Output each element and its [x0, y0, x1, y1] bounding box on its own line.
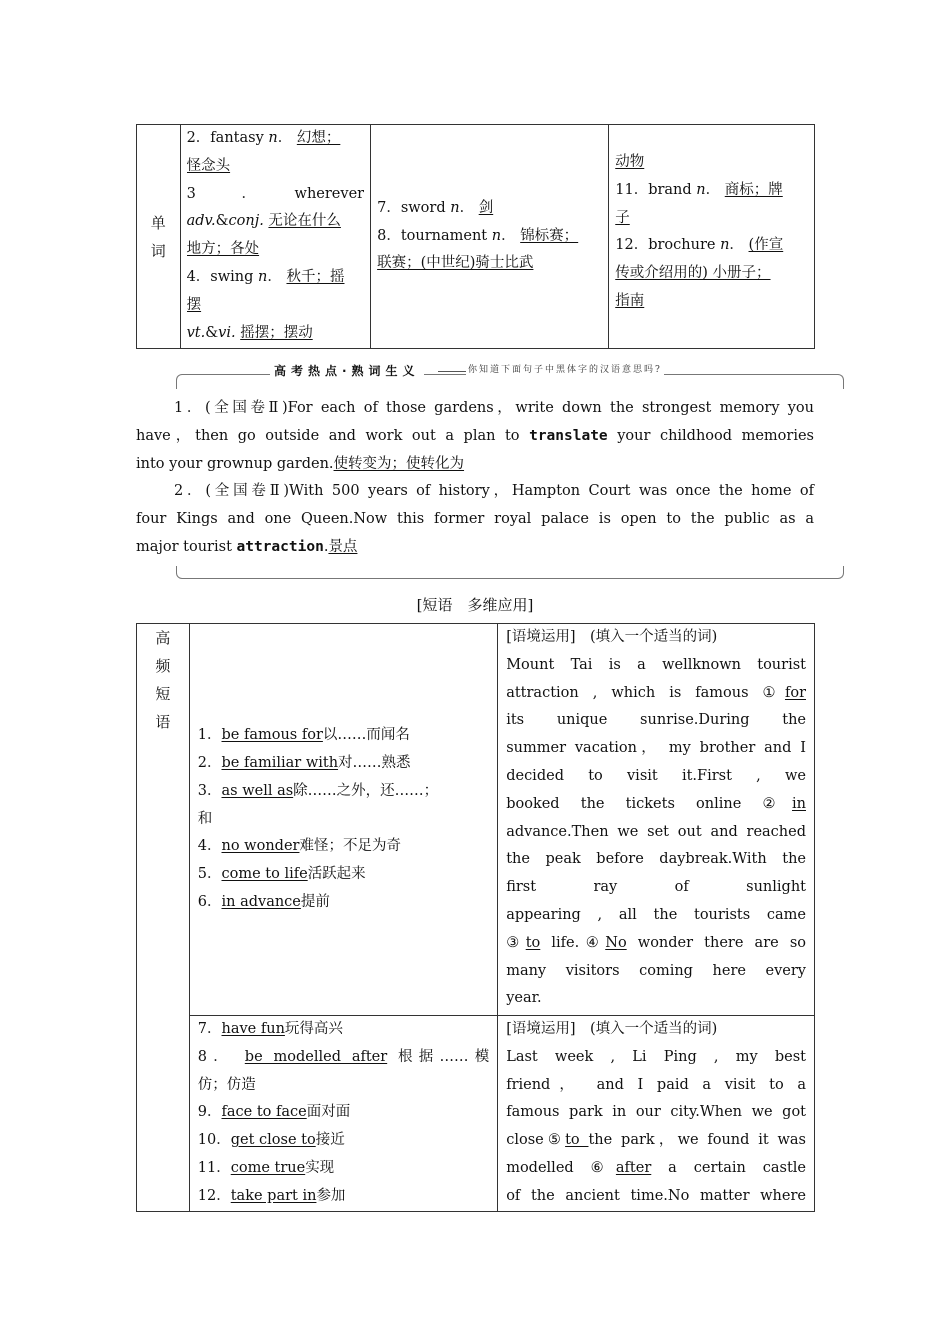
answer-text: take part in	[230, 1187, 317, 1204]
text-run: the park，we found it was	[588, 1132, 806, 1149]
text-line	[198, 1183, 489, 1211]
text-run: 接近	[315, 1132, 345, 1149]
answer-text: 锦标赛；	[520, 227, 579, 244]
text-run: booked the tickets online ②	[506, 795, 793, 812]
text-run: 11．brand	[615, 181, 697, 198]
answer-text: face to face	[221, 1104, 307, 1121]
answer-text: as well as	[221, 782, 294, 799]
text-line	[187, 153, 365, 181]
text-run: 9．	[197, 1104, 222, 1121]
text-run: 6．	[197, 893, 222, 910]
text-line	[377, 250, 602, 278]
text-line	[506, 707, 806, 735]
answer-text: to	[565, 1132, 589, 1149]
text-line	[615, 205, 808, 233]
vocab-category-char: 单	[150, 213, 166, 232]
text-run: 7．	[197, 1021, 222, 1037]
answer-text: have fun	[221, 1021, 285, 1037]
text-line	[198, 889, 489, 917]
text-line	[198, 1072, 489, 1100]
answer-text: be familiar with	[221, 755, 339, 771]
text-run: 10．	[197, 1132, 231, 1149]
answer-text: 幻想；	[296, 130, 341, 146]
text-run: 对……熟悉	[338, 755, 411, 771]
text-run: 5．	[197, 866, 222, 883]
text-run: 7．sword	[377, 199, 451, 216]
text-run: its unique sunrise.During the	[506, 712, 806, 729]
text-run: life.④	[540, 934, 606, 951]
text-line	[136, 506, 814, 534]
text-run: n	[450, 199, 460, 216]
text-line	[187, 236, 365, 264]
vocab-col-1	[180, 125, 371, 349]
text-run: n	[268, 130, 278, 146]
text-run: 面对面	[306, 1104, 351, 1121]
text-run: famous park in our city.When we got	[506, 1104, 806, 1121]
text-line	[506, 652, 806, 680]
text-line	[506, 680, 806, 708]
answer-text: for	[784, 684, 806, 701]
text-run: n	[258, 268, 268, 285]
text-run: vi.	[218, 324, 236, 341]
text-run: 8．	[197, 1048, 245, 1065]
text-run: 1．(全国卷Ⅱ)For each of those gardens，write down the strongest memory you	[174, 400, 814, 416]
text-run: conj.	[228, 213, 264, 230]
text-line	[136, 451, 814, 479]
context-1	[498, 624, 815, 1016]
text-run: wonder there are so	[626, 934, 806, 951]
text-line	[506, 985, 806, 1013]
vocab-table	[136, 124, 815, 349]
context-2	[498, 1016, 815, 1212]
text-run: 12．brochure	[615, 237, 721, 254]
text-line	[187, 264, 365, 292]
vocab-col-3	[609, 125, 815, 349]
hot-topic-subtitle: 你知道下面句子中黑体字的汉语意思吗?	[466, 362, 664, 375]
answer-text: after	[615, 1159, 652, 1176]
phrase-category-char: 短	[155, 685, 171, 703]
text-run: vt.	[186, 324, 206, 341]
text-line	[615, 260, 808, 288]
text-run: 根据……模	[387, 1048, 490, 1065]
text-run: first ray of sunlight	[506, 879, 806, 896]
text-run: n	[491, 227, 502, 244]
text-run: four Kings and one Queen.Now this former royal palace is open to the public as a	[136, 511, 814, 528]
answer-text: 传或介绍用的) 小册子；	[615, 265, 771, 282]
text-line	[506, 1072, 806, 1100]
text-run: 2．(全国卷Ⅱ)With 500 years of history，Hampton Court was once the home of	[174, 483, 814, 500]
text-run: many visitors coming here every	[506, 962, 806, 979]
text-run: 仿；仿造	[197, 1076, 256, 1093]
section-title: [短语 多维应用]	[416, 596, 534, 614]
text-run: 以……而闻名	[322, 727, 410, 744]
text-run: decided to visit it.First , we	[506, 767, 806, 784]
answer-text: no wonder	[221, 838, 300, 855]
text-line	[506, 791, 806, 819]
text-run: 4．	[197, 838, 222, 855]
text-line	[198, 1099, 489, 1127]
answer-text: get close to	[230, 1132, 316, 1149]
text-line	[198, 1155, 489, 1183]
bold-keyword: translate	[529, 427, 608, 444]
answer-text: 子	[615, 209, 630, 226]
text-line	[187, 125, 365, 153]
phrase-group-2	[189, 1016, 497, 1212]
text-run: 2．	[197, 755, 222, 771]
text-run: 和	[197, 810, 213, 827]
text-line	[136, 423, 814, 451]
answer-text: 联赛；(中世纪)骑士比武	[377, 255, 534, 272]
text-run: 提前	[300, 893, 330, 910]
text-line	[198, 778, 489, 806]
text-line	[377, 195, 602, 223]
text-line	[187, 181, 365, 209]
text-line	[506, 846, 806, 874]
text-run: ③	[506, 934, 526, 951]
text-line	[198, 833, 489, 861]
text-run: 活跃起来	[307, 866, 366, 883]
text-line	[615, 177, 808, 205]
text-line	[187, 320, 365, 348]
answer-text: in advance	[221, 893, 301, 910]
text-run: n	[720, 237, 730, 254]
vocab-col-2	[371, 125, 609, 349]
text-run: ．	[267, 268, 287, 285]
phrase-table	[136, 623, 815, 1212]
text-line	[506, 930, 806, 958]
text-run: adv.	[186, 213, 216, 230]
hot-item-list	[136, 395, 814, 562]
banner-close-frame	[176, 566, 844, 579]
answer-text: 摇摆；摆动	[240, 324, 313, 341]
text-run: [语境运用] (填入一个适当的词)	[506, 629, 718, 645]
text-line	[506, 1127, 806, 1155]
text-run: 3 ． wherever	[186, 185, 365, 202]
text-run: Mount Tai is a wellknown tourist	[506, 656, 806, 673]
text-line	[506, 1099, 806, 1127]
text-line	[615, 149, 808, 177]
text-run: ．	[277, 130, 297, 146]
text-run: &	[215, 213, 229, 230]
text-run: 4．swing	[186, 268, 259, 285]
answer-text: 动物	[615, 154, 645, 170]
text-run: your childhood memories	[607, 427, 814, 444]
text-run: 参加	[316, 1187, 346, 1204]
answer-text: 商标；牌	[724, 181, 783, 198]
text-run: 实现	[305, 1159, 335, 1176]
text-run: a certain castle	[651, 1159, 806, 1176]
vocab-category-char: 词	[150, 241, 166, 260]
hot-item	[136, 395, 814, 478]
text-run: Last week , Li Ping , my best	[506, 1048, 806, 1065]
text-run: [语境运用] (填入一个适当的词)	[506, 1021, 718, 1037]
text-line	[615, 288, 808, 316]
answer-text: to	[525, 934, 541, 951]
hot-item	[136, 478, 814, 561]
text-line	[198, 1044, 489, 1072]
hot-topic-title: 高考热点·熟词生义	[270, 362, 424, 379]
text-run: the peak before daybreak.With the	[506, 851, 806, 868]
text-line	[506, 958, 806, 986]
text-line	[198, 1127, 489, 1155]
answer-text: come true	[230, 1159, 306, 1176]
text-run: into your grownup garden.	[136, 455, 334, 472]
phrase-category	[137, 624, 190, 1212]
text-run: 12．	[197, 1187, 231, 1204]
text-line	[506, 1155, 806, 1183]
answer-text: 怪念头	[186, 157, 231, 174]
text-run: n	[696, 181, 706, 198]
vocab-category	[137, 125, 181, 349]
answer-text: 指南	[615, 292, 645, 309]
text-run: attraction , which is famous ①	[506, 684, 785, 701]
answer-text: (作宣	[748, 237, 784, 254]
phrase-group-1	[189, 624, 497, 1016]
text-line	[136, 478, 814, 506]
text-run: year.	[506, 990, 542, 1007]
text-line	[506, 874, 806, 902]
text-run: of the ancient time.No matter where	[506, 1187, 806, 1204]
text-run: have，then go outside and work out a plan to	[136, 427, 530, 444]
text-line	[198, 750, 489, 778]
text-line	[506, 1183, 806, 1211]
text-run: &	[205, 324, 219, 341]
text-line	[198, 861, 489, 889]
text-run: summer vacation， my brother and I	[506, 740, 806, 757]
hot-topic-banner	[176, 350, 844, 392]
text-line	[198, 1016, 489, 1044]
answer-text: 地方；各处	[186, 241, 260, 258]
text-run: ．	[459, 199, 479, 216]
answer-text: be modelled after	[244, 1048, 388, 1065]
text-run: .	[323, 538, 329, 555]
text-line	[377, 223, 602, 251]
banner-rule	[438, 371, 466, 372]
answer-text: 剑	[478, 199, 494, 216]
text-run: 难怪；不足为奇	[299, 838, 401, 855]
text-line	[506, 763, 806, 791]
text-run: 11．	[197, 1159, 231, 1176]
text-line	[198, 722, 489, 750]
answer-text: No	[605, 934, 627, 951]
text-run: ．	[729, 237, 749, 254]
text-line	[506, 819, 806, 847]
text-line	[506, 624, 806, 652]
text-run: 玩得高兴	[284, 1021, 343, 1037]
text-run: 3．	[197, 782, 222, 799]
text-line	[187, 292, 365, 320]
text-line	[506, 1016, 806, 1044]
text-run: close⑤	[506, 1132, 566, 1149]
phrase-category-char: 语	[155, 713, 171, 731]
text-run: 1．	[197, 727, 222, 744]
phrase-category-char: 频	[155, 657, 171, 675]
text-run: appearing , all the tourists came	[506, 906, 806, 923]
answer-text: 秋千；摇	[286, 268, 345, 285]
text-run: 除……之外，还……；	[293, 782, 439, 799]
text-run: modelled ⑥	[506, 1159, 616, 1176]
bold-keyword: attraction	[236, 538, 324, 555]
text-run: friend， and I paid a visit to a	[506, 1076, 806, 1093]
text-run: 2．fantasy	[186, 130, 269, 146]
text-line	[506, 735, 806, 763]
answer-text: 无论在什么	[268, 213, 341, 230]
text-run: 8．tournament	[377, 227, 492, 244]
text-line	[136, 534, 814, 562]
answer-text: be famous for	[221, 727, 323, 744]
answer-text: 景点	[328, 538, 358, 555]
text-line	[506, 902, 806, 930]
answer-text: 摆	[186, 296, 202, 313]
text-run: major tourist	[136, 538, 237, 555]
text-run: ．	[705, 181, 725, 198]
text-run: advance.Then we set out and reached	[506, 823, 806, 840]
text-line	[187, 208, 365, 236]
phrase-category-char: 高	[155, 629, 171, 647]
text-run: ．	[501, 227, 521, 244]
text-line	[136, 395, 814, 423]
answer-text: come to life	[221, 866, 308, 883]
text-line	[506, 1044, 806, 1072]
answer-text: 使转变为；使转化为	[333, 455, 465, 472]
answer-text: in	[792, 795, 806, 812]
text-line	[198, 806, 489, 834]
text-line	[615, 232, 808, 260]
